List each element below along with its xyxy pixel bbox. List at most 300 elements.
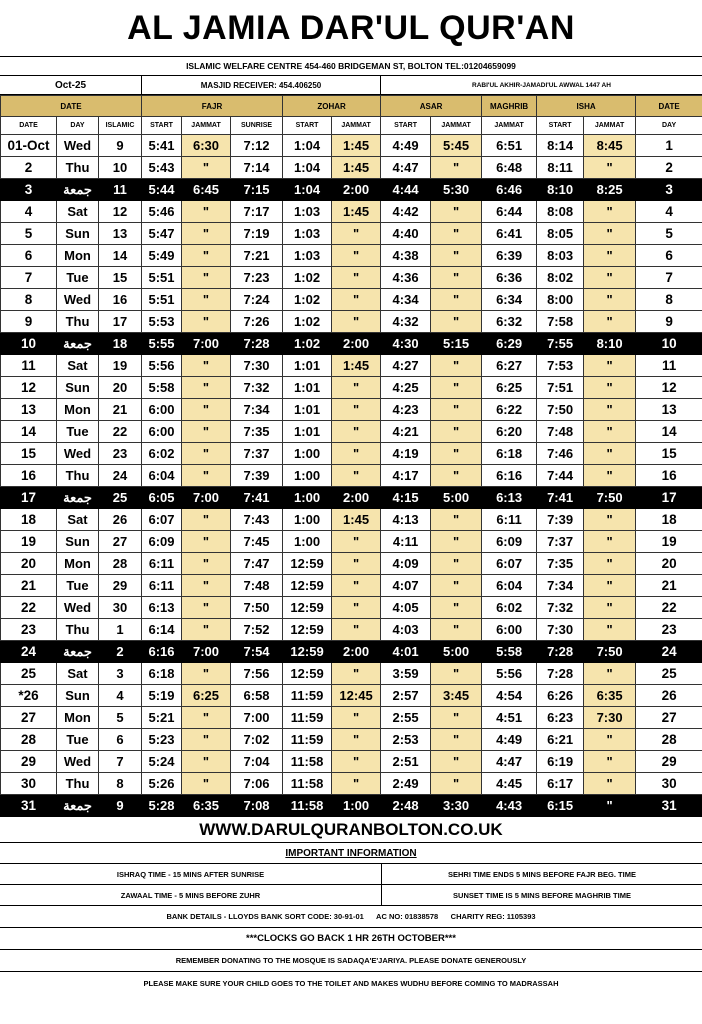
date-cell: 13: [1, 399, 57, 421]
zohar-jammat-cell: 1:45: [332, 201, 381, 223]
maghrib-cell: 6:41: [482, 223, 537, 245]
table-row: [1, 663, 702, 685]
maghrib-cell: 6:51: [482, 135, 537, 157]
day-number-cell: 11: [636, 355, 702, 377]
fajr-start-cell: 5:44: [142, 179, 182, 201]
sunrise-cell: 7:24: [231, 289, 283, 311]
islamic-date-cell: 16: [99, 289, 142, 311]
sub-header-cell: DAY: [57, 117, 99, 135]
maghrib-cell: 6:02: [482, 597, 537, 619]
zohar-start-cell: 11:58: [283, 751, 332, 773]
zohar-jammat-cell: 12:45: [332, 685, 381, 707]
asar-start-cell: 2:49: [381, 773, 431, 795]
maghrib-cell: 4:51: [482, 707, 537, 729]
zohar-start-cell: 1:00: [283, 487, 332, 509]
fajr-jammat-cell: ": [182, 245, 231, 267]
isha-jammat-cell: ": [584, 465, 636, 487]
date-cell: 10: [1, 333, 57, 355]
day-number-cell: 7: [636, 267, 702, 289]
table-row: [1, 685, 702, 707]
isha-start-cell: 8:02: [537, 267, 584, 289]
day-cell: Sat: [57, 509, 99, 531]
zohar-start-cell: 12:59: [283, 663, 332, 685]
sunrise-cell: 7:50: [231, 597, 283, 619]
isha-jammat-cell: 7:50: [584, 487, 636, 509]
isha-jammat-cell: ": [584, 751, 636, 773]
isha-jammat-cell: ": [584, 619, 636, 641]
zohar-start-cell: 1:00: [283, 465, 332, 487]
sunrise-cell: 7:21: [231, 245, 283, 267]
isha-start-cell: 8:05: [537, 223, 584, 245]
islamic-date-cell: 5: [99, 707, 142, 729]
fajr-start-cell: 5:49: [142, 245, 182, 267]
sunrise-cell: 6:58: [231, 685, 283, 707]
sunrise-cell: 7:19: [231, 223, 283, 245]
isha-jammat-cell: ": [584, 245, 636, 267]
table-row: [1, 311, 702, 333]
fajr-start-cell: 5:58: [142, 377, 182, 399]
day-cell: Thu: [57, 157, 99, 179]
isha-start-cell: 6:19: [537, 751, 584, 773]
asar-jammat-cell: 5:15: [431, 333, 482, 355]
islamic-date-cell: 23: [99, 443, 142, 465]
date-cell: 25: [1, 663, 57, 685]
day-cell: Wed: [57, 135, 99, 157]
table-row: [1, 267, 702, 289]
day-cell: Thu: [57, 773, 99, 795]
maghrib-cell: 6:34: [482, 289, 537, 311]
date-cell: 28: [1, 729, 57, 751]
zohar-start-cell: 12:59: [283, 641, 332, 663]
fajr-jammat-cell: ": [182, 267, 231, 289]
isha-start-cell: 7:32: [537, 597, 584, 619]
day-number-cell: 31: [636, 795, 702, 817]
date-cell: 31: [1, 795, 57, 817]
zohar-jammat-cell: ": [332, 531, 381, 553]
day-cell: Sun: [57, 223, 99, 245]
group-header-row: [1, 96, 702, 117]
isha-jammat-cell: 7:50: [584, 641, 636, 663]
fajr-jammat-cell: ": [182, 553, 231, 575]
table-row: [1, 421, 702, 443]
day-cell: Sat: [57, 355, 99, 377]
zohar-start-cell: 1:04: [283, 135, 332, 157]
isha-start-cell: 8:11: [537, 157, 584, 179]
sunrise-cell: 7:48: [231, 575, 283, 597]
islamic-date-cell: 19: [99, 355, 142, 377]
wudhu-notice: PLEASE MAKE SURE YOUR CHILD GOES TO THE TOILET AND MAKES WUDHU BEFORE COMING TO MADRASSAH: [143, 978, 559, 988]
date-cell: 16: [1, 465, 57, 487]
asar-jammat-cell: ": [431, 399, 482, 421]
sunrise-cell: 7:12: [231, 135, 283, 157]
maghrib-cell: 6:44: [482, 201, 537, 223]
fajr-jammat-cell: ": [182, 355, 231, 377]
isha-start-cell: 8:08: [537, 201, 584, 223]
date-cell: 24: [1, 641, 57, 663]
day-number-cell: 20: [636, 553, 702, 575]
fajr-jammat-cell: ": [182, 289, 231, 311]
zohar-start-cell: 1:03: [283, 201, 332, 223]
maghrib-cell: 6:39: [482, 245, 537, 267]
sunrise-cell: 7:02: [231, 729, 283, 751]
fajr-start-cell: 5:23: [142, 729, 182, 751]
day-cell: Wed: [57, 443, 99, 465]
fajr-jammat-cell: ": [182, 773, 231, 795]
day-number-cell: 10: [636, 333, 702, 355]
isha-jammat-cell: ": [584, 531, 636, 553]
zohar-jammat-cell: ": [332, 223, 381, 245]
fajr-start-cell: 6:07: [142, 509, 182, 531]
asar-jammat-cell: ": [431, 509, 482, 531]
fajr-start-cell: 5:43: [142, 157, 182, 179]
day-cell: Sat: [57, 201, 99, 223]
date-cell: 29: [1, 751, 57, 773]
asar-jammat-cell: 5:00: [431, 487, 482, 509]
asar-start-cell: 4:23: [381, 399, 431, 421]
islamic-date-cell: 30: [99, 597, 142, 619]
zohar-start-cell: 1:02: [283, 267, 332, 289]
day-cell: جمعة: [57, 641, 99, 663]
asar-start-cell: 4:07: [381, 575, 431, 597]
isha-start-cell: 8:00: [537, 289, 584, 311]
isha-start-cell: 6:23: [537, 707, 584, 729]
fajr-jammat-cell: ": [182, 663, 231, 685]
sunrise-cell: 7:41: [231, 487, 283, 509]
isha-start-cell: 7:58: [537, 311, 584, 333]
isha-jammat-cell: ": [584, 311, 636, 333]
day-number-cell: 12: [636, 377, 702, 399]
islamic-date-cell: 25: [99, 487, 142, 509]
isha-start-cell: 7:53: [537, 355, 584, 377]
asar-jammat-cell: ": [431, 267, 482, 289]
friday-row: [1, 795, 702, 817]
islamic-date-cell: 4: [99, 685, 142, 707]
asar-start-cell: 4:47: [381, 157, 431, 179]
day-number-cell: 21: [636, 575, 702, 597]
zohar-jammat-cell: 1:45: [332, 509, 381, 531]
isha-start-cell: 7:30: [537, 619, 584, 641]
zohar-start-cell: 11:58: [283, 795, 332, 817]
day-number-cell: 2: [636, 157, 702, 179]
date-cell: 8: [1, 289, 57, 311]
islamic-date-cell: 21: [99, 399, 142, 421]
date-cell: 30: [1, 773, 57, 795]
sunrise-cell: 7:28: [231, 333, 283, 355]
asar-start-cell: 4:01: [381, 641, 431, 663]
day-cell: جمعة: [57, 333, 99, 355]
zohar-start-cell: 11:59: [283, 685, 332, 707]
fajr-jammat-cell: ": [182, 157, 231, 179]
date-cell: 22: [1, 597, 57, 619]
donate-notice: REMEMBER DONATING TO THE MOSQUE IS SADAQA'E'JARIYA. PLEASE DONATE GENEROUSLY: [0, 950, 702, 972]
fajr-jammat-cell: 7:00: [182, 641, 231, 663]
isha-start-cell: 7:55: [537, 333, 584, 355]
sunrise-cell: 7:52: [231, 619, 283, 641]
asar-start-cell: 3:59: [381, 663, 431, 685]
zohar-jammat-cell: 1:45: [332, 135, 381, 157]
fajr-start-cell: 6:02: [142, 443, 182, 465]
isha-start-cell: 7:44: [537, 465, 584, 487]
zohar-jammat-cell: 2:00: [332, 333, 381, 355]
maghrib-cell: 6:25: [482, 377, 537, 399]
maghrib-cell: 6:46: [482, 179, 537, 201]
asar-start-cell: 4:32: [381, 311, 431, 333]
zohar-start-cell: 12:59: [283, 575, 332, 597]
table-row: [1, 773, 702, 795]
day-cell: Wed: [57, 751, 99, 773]
sub-header-cell: DATE: [1, 117, 57, 135]
table-row: [1, 443, 702, 465]
islamic-date-cell: 15: [99, 267, 142, 289]
isha-jammat-cell: ": [584, 553, 636, 575]
isha-jammat-cell: ": [584, 201, 636, 223]
asar-start-cell: 4:40: [381, 223, 431, 245]
isha-start-cell: 7:39: [537, 509, 584, 531]
zohar-start-cell: 1:01: [283, 355, 332, 377]
asar-jammat-cell: ": [431, 355, 482, 377]
fajr-start-cell: 6:00: [142, 399, 182, 421]
isha-start-cell: 7:48: [537, 421, 584, 443]
fajr-jammat-cell: ": [182, 575, 231, 597]
day-number-cell: 1: [636, 135, 702, 157]
sub-header-row: [1, 117, 702, 135]
asar-start-cell: 4:34: [381, 289, 431, 311]
date-cell: 2: [1, 157, 57, 179]
fajr-jammat-cell: ": [182, 707, 231, 729]
sub-header-cell: START: [283, 117, 332, 135]
zohar-jammat-cell: ": [332, 773, 381, 795]
fajr-start-cell: 6:05: [142, 487, 182, 509]
zohar-jammat-cell: ": [332, 377, 381, 399]
zohar-start-cell: 1:01: [283, 421, 332, 443]
asar-jammat-cell: ": [431, 311, 482, 333]
friday-row: [1, 487, 702, 509]
day-cell: Sat: [57, 663, 99, 685]
fajr-jammat-cell: ": [182, 443, 231, 465]
table-row: [1, 399, 702, 421]
friday-row: [1, 179, 702, 201]
zohar-start-cell: 1:03: [283, 245, 332, 267]
fajr-start-cell: 5:46: [142, 201, 182, 223]
sub-header-cell: JAMMAT: [431, 117, 482, 135]
fajr-start-cell: 5:24: [142, 751, 182, 773]
day-number-cell: 29: [636, 751, 702, 773]
zohar-jammat-cell: ": [332, 267, 381, 289]
fajr-start-cell: 5:47: [142, 223, 182, 245]
isha-jammat-cell: ": [584, 421, 636, 443]
fajr-jammat-cell: 6:30: [182, 135, 231, 157]
sub-header-cell: START: [537, 117, 584, 135]
date-cell: 20: [1, 553, 57, 575]
maghrib-cell: 6:22: [482, 399, 537, 421]
fajr-jammat-cell: ": [182, 619, 231, 641]
isha-jammat-cell: ": [584, 773, 636, 795]
table-row: [1, 707, 702, 729]
islamic-date-cell: 2: [99, 641, 142, 663]
important-heading: [0, 843, 702, 864]
isha-jammat-cell: 8:45: [584, 135, 636, 157]
zohar-jammat-cell: ": [332, 751, 381, 773]
friday-row: [1, 641, 702, 663]
islamic-date-cell: 26: [99, 509, 142, 531]
date-cell: 27: [1, 707, 57, 729]
day-number-cell: 13: [636, 399, 702, 421]
day-number-cell: 4: [636, 201, 702, 223]
date-cell: 9: [1, 311, 57, 333]
day-cell: Sun: [57, 377, 99, 399]
fajr-jammat-cell: 6:25: [182, 685, 231, 707]
date-cell: 01-Oct: [1, 135, 57, 157]
fajr-start-cell: 6:00: [142, 421, 182, 443]
zohar-start-cell: 11:58: [283, 773, 332, 795]
fajr-jammat-cell: 7:00: [182, 487, 231, 509]
fajr-start-cell: 6:04: [142, 465, 182, 487]
sunrise-cell: 7:34: [231, 399, 283, 421]
important-heading-text: IMPORTANT INFORMATION: [285, 847, 417, 859]
sunrise-cell: 7:54: [231, 641, 283, 663]
group-zohar: ZOHAR: [283, 96, 381, 117]
fajr-start-cell: 5:51: [142, 267, 182, 289]
date-cell: 17: [1, 487, 57, 509]
zohar-jammat-cell: 1:45: [332, 157, 381, 179]
table-row: [1, 245, 702, 267]
asar-jammat-cell: ": [431, 707, 482, 729]
sunrise-cell: 7:26: [231, 311, 283, 333]
day-number-cell: 23: [636, 619, 702, 641]
zohar-start-cell: 12:59: [283, 597, 332, 619]
fajr-jammat-cell: ": [182, 465, 231, 487]
maghrib-cell: 6:04: [482, 575, 537, 597]
zohar-start-cell: 1:04: [283, 157, 332, 179]
isha-jammat-cell: ": [584, 729, 636, 751]
islamic-months: RABI'UL AKHIR-JAMADI'UL AWWAL 1447 AH: [380, 76, 702, 94]
day-number-cell: 6: [636, 245, 702, 267]
islamic-date-cell: 20: [99, 377, 142, 399]
isha-start-cell: 7:50: [537, 399, 584, 421]
fajr-start-cell: 5:51: [142, 289, 182, 311]
asar-start-cell: 4:44: [381, 179, 431, 201]
table-row: [1, 729, 702, 751]
date-cell: 19: [1, 531, 57, 553]
zohar-start-cell: 1:00: [283, 531, 332, 553]
sunrise-cell: 7:23: [231, 267, 283, 289]
isha-start-cell: 7:34: [537, 575, 584, 597]
fajr-jammat-cell: ": [182, 223, 231, 245]
islamic-date-cell: 28: [99, 553, 142, 575]
isha-start-cell: 7:28: [537, 663, 584, 685]
day-cell: جمعة: [57, 795, 99, 817]
sunrise-cell: 7:30: [231, 355, 283, 377]
sunrise-cell: 7:37: [231, 443, 283, 465]
sunrise-cell: 7:32: [231, 377, 283, 399]
fajr-jammat-cell: ": [182, 399, 231, 421]
day-number-cell: 8: [636, 289, 702, 311]
day-cell: Mon: [57, 399, 99, 421]
fajr-jammat-cell: ": [182, 751, 231, 773]
day-number-cell: 19: [636, 531, 702, 553]
fajr-start-cell: 6:11: [142, 553, 182, 575]
islamic-date-cell: 3: [99, 663, 142, 685]
month-label: Oct-25: [54, 79, 87, 91]
isha-start-cell: 8:14: [537, 135, 584, 157]
islamic-date-cell: 8: [99, 773, 142, 795]
asar-start-cell: 2:51: [381, 751, 431, 773]
islamic-date-cell: 7: [99, 751, 142, 773]
isha-start-cell: 6:15: [537, 795, 584, 817]
date-cell: 18: [1, 509, 57, 531]
asar-jammat-cell: ": [431, 157, 482, 179]
maghrib-cell: 6:13: [482, 487, 537, 509]
website-url: WWW.DARULQURANBOLTON.CO.UK: [0, 817, 702, 843]
isha-start-cell: 7:51: [537, 377, 584, 399]
asar-jammat-cell: 5:45: [431, 135, 482, 157]
zohar-jammat-cell: ": [332, 597, 381, 619]
asar-start-cell: 4:30: [381, 333, 431, 355]
zohar-jammat-cell: 2:00: [332, 487, 381, 509]
sunrise-cell: 7:17: [231, 201, 283, 223]
asar-start-cell: 4:27: [381, 355, 431, 377]
isha-jammat-cell: ": [584, 157, 636, 179]
sunrise-cell: 7:35: [231, 421, 283, 443]
group-asar: ASAR: [381, 96, 482, 117]
islamic-date-cell: 29: [99, 575, 142, 597]
fajr-jammat-cell: ": [182, 421, 231, 443]
isha-jammat-cell: 6:35: [584, 685, 636, 707]
table-row: [1, 355, 702, 377]
sub-header-cell: SUNRISE: [231, 117, 283, 135]
day-cell: Wed: [57, 597, 99, 619]
fajr-jammat-cell: ": [182, 531, 231, 553]
fajr-start-cell: 5:55: [142, 333, 182, 355]
table-row: [1, 135, 702, 157]
zohar-jammat-cell: ": [332, 311, 381, 333]
zohar-start-cell: 11:59: [283, 707, 332, 729]
islamic-date-cell: 11: [99, 179, 142, 201]
asar-start-cell: 4:21: [381, 421, 431, 443]
sunrise-cell: 7:15: [231, 179, 283, 201]
timetable-body: [1, 135, 702, 817]
day-number-cell: 30: [636, 773, 702, 795]
asar-start-cell: 4:11: [381, 531, 431, 553]
zohar-start-cell: 1:01: [283, 377, 332, 399]
asar-jammat-cell: ": [431, 575, 482, 597]
zohar-start-cell: 1:03: [283, 223, 332, 245]
maghrib-cell: 4:43: [482, 795, 537, 817]
day-number-cell: 5: [636, 223, 702, 245]
fajr-start-cell: 5:41: [142, 135, 182, 157]
zohar-jammat-cell: 2:00: [332, 179, 381, 201]
asar-start-cell: 2:53: [381, 729, 431, 751]
fajr-jammat-cell: 6:35: [182, 795, 231, 817]
zohar-jammat-cell: ": [332, 619, 381, 641]
fajr-jammat-cell: ": [182, 509, 231, 531]
isha-start-cell: 7:37: [537, 531, 584, 553]
date-cell: *26: [1, 685, 57, 707]
info-bar: [0, 76, 702, 95]
asar-start-cell: 4:09: [381, 553, 431, 575]
isha-jammat-cell: ": [584, 355, 636, 377]
zohar-jammat-cell: ": [332, 575, 381, 597]
sub-header-cell: JAMMAT: [584, 117, 636, 135]
zohar-jammat-cell: ": [332, 245, 381, 267]
maghrib-cell: 6:27: [482, 355, 537, 377]
table-row: [1, 289, 702, 311]
zohar-jammat-cell: 1:00: [332, 795, 381, 817]
isha-jammat-cell: 7:30: [584, 707, 636, 729]
date-cell: 14: [1, 421, 57, 443]
day-cell: Wed: [57, 289, 99, 311]
day-cell: Tue: [57, 575, 99, 597]
